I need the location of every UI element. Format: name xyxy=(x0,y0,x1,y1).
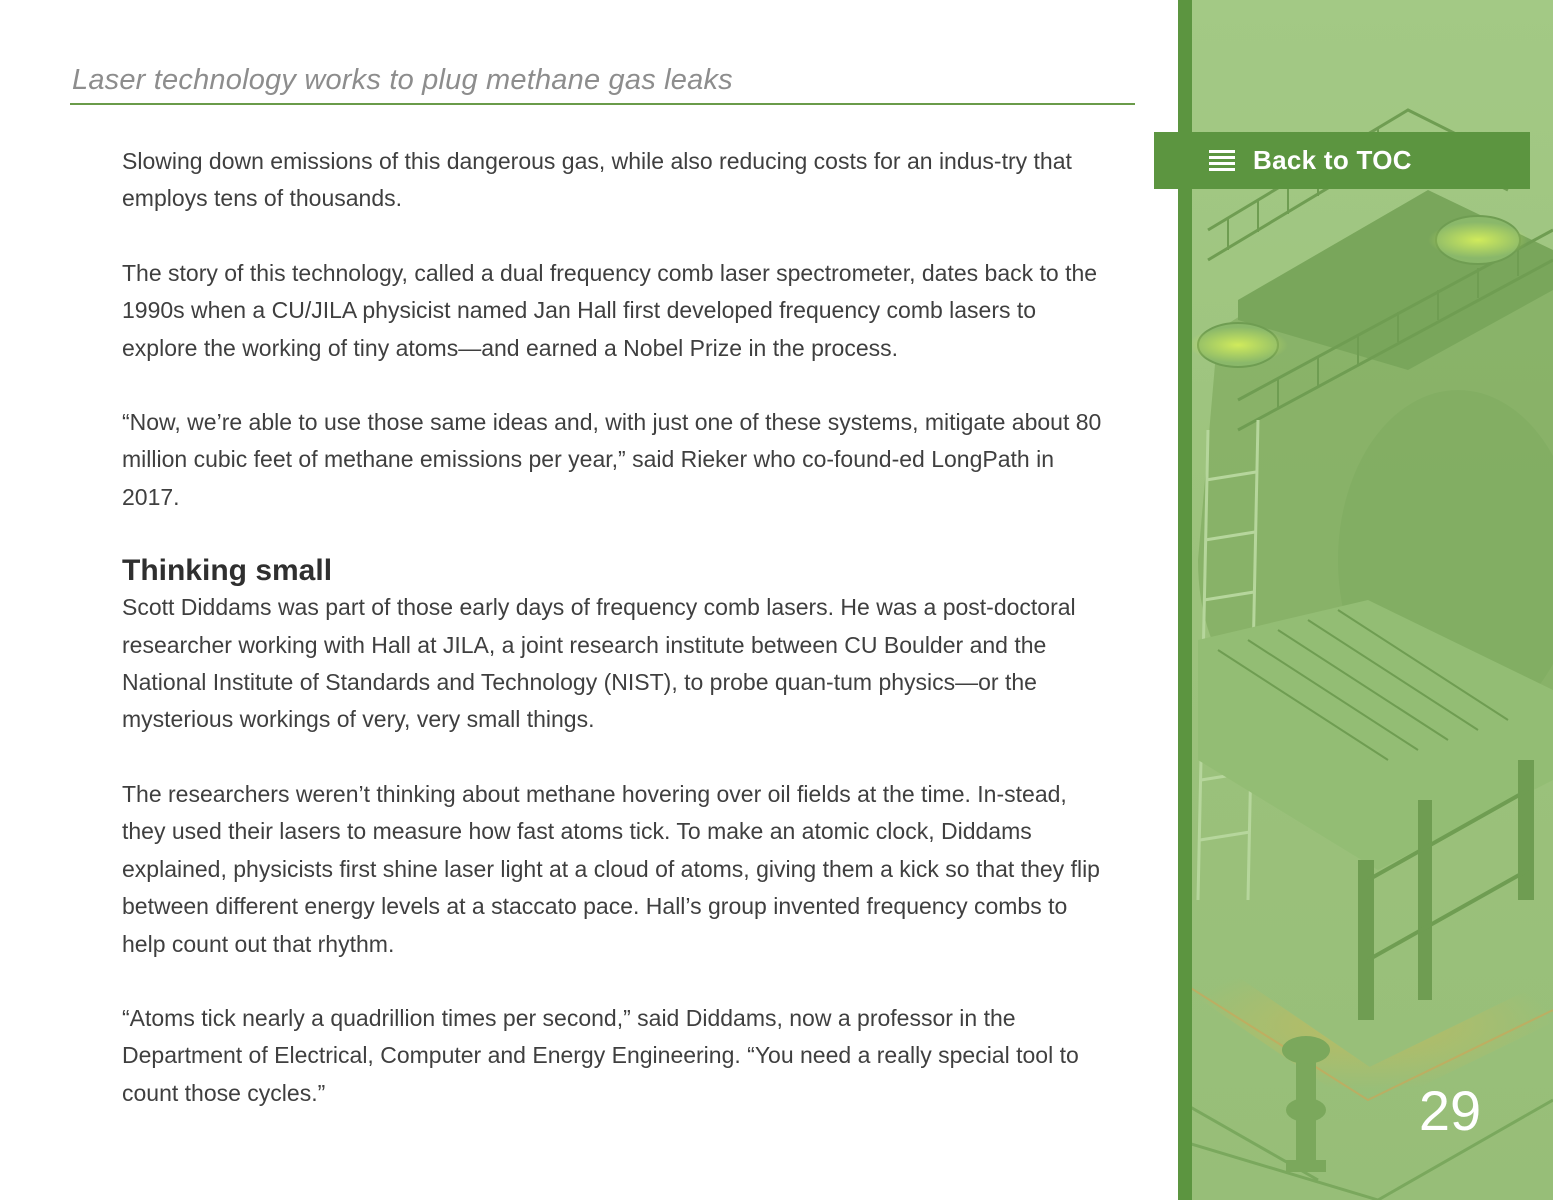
header-rule xyxy=(70,103,1135,105)
article-body xyxy=(122,143,1112,1149)
list-icon xyxy=(1209,150,1235,172)
article-paragraph: The researchers weren’t thinking about methane hovering over oil fields at the time. In-stead, they used their lasers to measure how fast atoms tick. To make an atomic clock, Diddams explained, physicists first shine laser light at a cloud of atoms, giving them a kick so that they flip between different energy levels at a staccato pace. Hall’s group invented frequency combs to help count out that rhythm. xyxy=(122,780,1100,957)
article-paragraph: “Atoms tick nearly a quadrillion times per second,” said Diddams, now a professor in the Department of Electrical, Computer and Energy Engineering. “You need a really special tool to count those cycles.” xyxy=(122,1004,1079,1106)
article-paragraph: Slowing down emissions of this dangerous gas, while also reducing costs for an indus-try that employs tens of thousands. xyxy=(122,148,1072,212)
back-to-toc-button[interactable] xyxy=(1154,132,1530,189)
article-paragraph: Scott Diddams was part of those early days of frequency comb lasers. He was a post-doctoral researcher working with Hall at JILA, a joint research institute between CU Boulder and the National Institute of Standards and Technology (NIST), to probe quan-tum physics—or the mysterious workings of very, very small things. xyxy=(122,594,1076,733)
article-paragraph: “Now, we’re able to use those same ideas and, with just one of these systems, mitigate about 80 million cubic feet of methane emissions per year,” said Rieker who co-found-ed LongPath in 2017. xyxy=(122,409,1102,510)
page-number: 29 xyxy=(1418,1079,1482,1142)
article-paragraph: The story of this technology, called a dual frequency comb laser spectrometer, dates back to the 1990s when a CU/JILA physicist named Jan Hall first developed frequency comb lasers to explore the working of tiny atoms—and earned a Nobel Prize in the process. xyxy=(122,259,1098,361)
back-to-toc-label: Back to TOC xyxy=(1253,145,1412,175)
section-heading: Thinking small xyxy=(122,554,333,588)
page-header-title: Laser technology works to plug methane gas leaks xyxy=(72,64,733,96)
